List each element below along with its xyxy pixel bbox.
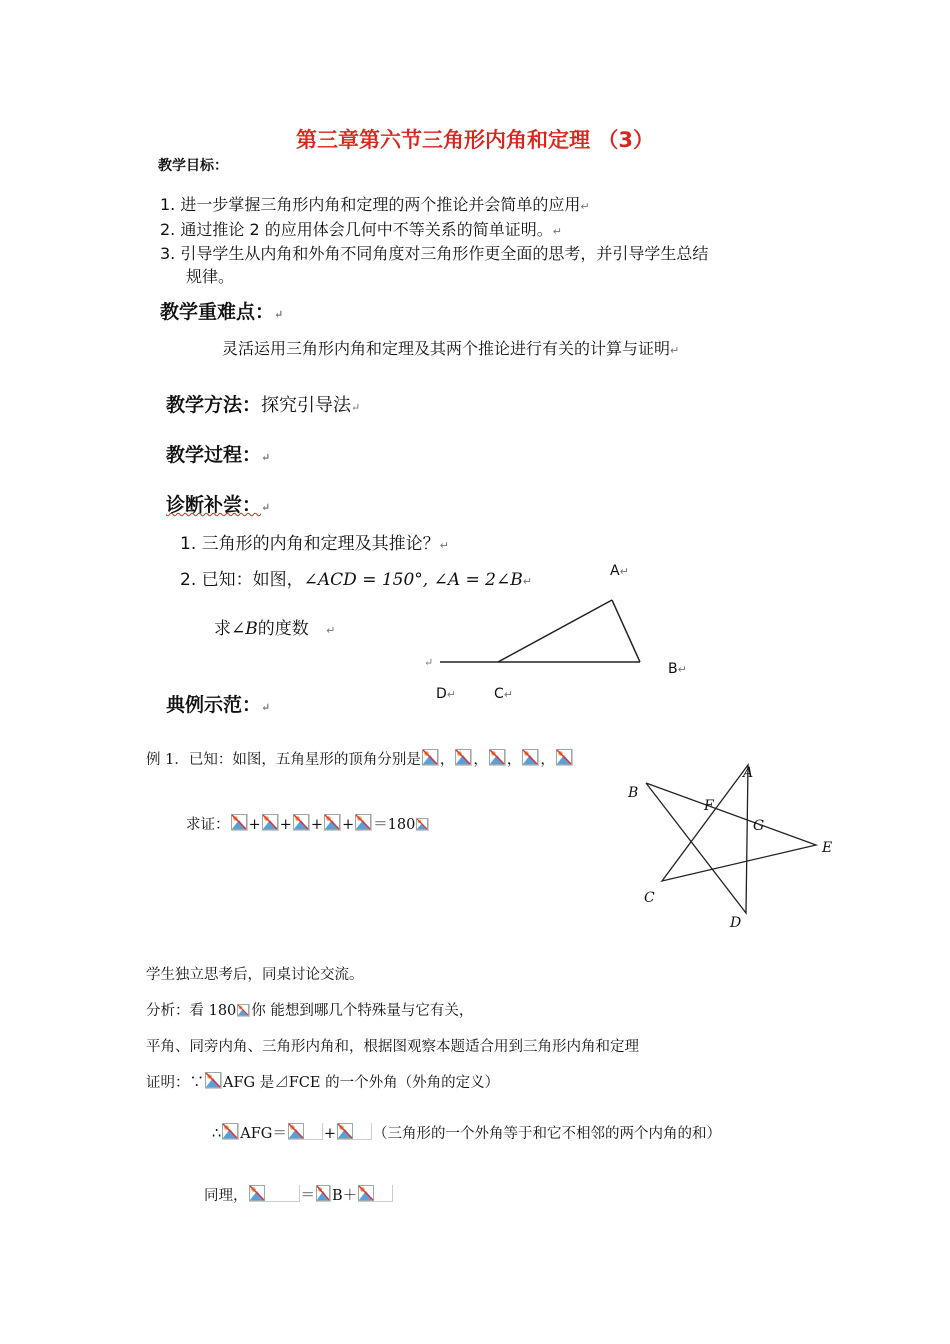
- paragraph-mark: ↵: [261, 501, 271, 514]
- broken-image-icon: [337, 1123, 372, 1140]
- process-heading: 教学过程：↵: [166, 444, 271, 466]
- star-label-d: D: [730, 915, 742, 931]
- proof-line: 证明：∵ AFG 是⊿FCE 的一个外角（外角的定义）: [146, 1071, 499, 1092]
- prove-statement: 求证： + + + + ＝180: [186, 813, 430, 834]
- star-label-e: E: [822, 840, 833, 856]
- star-label-c: C: [644, 890, 655, 906]
- paragraph-mark: ↵: [670, 344, 680, 357]
- star-label-f: F: [704, 798, 714, 814]
- goal-item-3: [160, 241, 708, 264]
- broken-image-icon: [231, 814, 248, 831]
- broken-image-icon: [316, 1185, 331, 1202]
- broken-image-icon: [262, 814, 279, 831]
- goal-item-3-continued: 规律。: [186, 267, 235, 286]
- broken-image-icon: [355, 814, 372, 831]
- method-text: 探究引导法: [261, 395, 352, 416]
- broken-image-icon: [205, 1072, 222, 1089]
- broken-image-icon: [358, 1185, 393, 1202]
- paragraph-mark: ↵: [261, 451, 271, 464]
- star-label-b: B: [628, 785, 639, 801]
- paragraph-mark: ↵: [439, 539, 449, 552]
- vertex-label-a: A↵: [610, 563, 629, 579]
- paragraph-mark: ↵: [424, 656, 434, 669]
- similarly-line: 同理， ＝ B＋: [204, 1184, 394, 1205]
- paragraph-mark: ↵: [274, 308, 284, 321]
- broken-image-icon: [522, 749, 539, 766]
- discussion-text: 学生独立思考后，同桌讨论交流。: [146, 967, 364, 983]
- broken-image-icon: [455, 749, 472, 766]
- broken-image-icon: [324, 814, 341, 831]
- broken-image-icon: [293, 814, 310, 831]
- paragraph-mark: ↵: [326, 624, 336, 637]
- goal-item-2: [160, 217, 562, 240]
- analysis-line-2: 平角、同旁内角、三角形内角和，根据图观察本题适合用到三角形内角和定理: [146, 1039, 639, 1055]
- paragraph-mark: ↵: [552, 225, 562, 238]
- goal-item-1: [160, 192, 590, 215]
- goals-heading: 教学目标：: [158, 158, 228, 174]
- goal-text: 通过推论 2 的应用体会几何中不等关系的简单证明。: [180, 220, 553, 239]
- vertex-label-b: B↵: [668, 661, 687, 677]
- vertex-label-d: D↵: [436, 686, 456, 702]
- star-label-g: G: [753, 818, 765, 834]
- star-label-a: A: [743, 765, 754, 781]
- broken-image-icon: [422, 749, 439, 766]
- broken-image-icon: [489, 749, 506, 766]
- broken-image-icon: [249, 1185, 300, 1202]
- goal-number: 3.: [160, 244, 176, 263]
- goal-text: 引导学生从内角和外角不同角度对三角形作更全面的思考，并引导学生总结: [180, 244, 709, 263]
- review-question: 求∠B的度数 ↵: [214, 619, 336, 639]
- review-item-1: 1. 三角形的内角和定理及其推论？↵: [180, 534, 449, 554]
- goal-number: 1.: [160, 195, 176, 214]
- given-angles: ∠ACD = 150°, ∠A = 2∠B: [303, 570, 523, 590]
- key-points-text: 灵活运用三角形内角和定理及其两个推论进行有关的计算与证明↵: [222, 339, 680, 358]
- analysis-line-1: 分析：看 180 你 能想到哪几个特殊量与它有关，: [146, 1003, 474, 1019]
- example-1-statement: 例 1．已知：如图，五角星形的顶角分别是 ， ， ， ，: [146, 748, 574, 769]
- paragraph-mark: ↵: [261, 701, 271, 714]
- broken-image-icon: [416, 818, 429, 831]
- paragraph-mark: ↵: [351, 401, 361, 414]
- broken-image-icon: [556, 749, 573, 766]
- paragraph-mark: ↵: [522, 575, 532, 588]
- broken-image-icon: [288, 1123, 323, 1140]
- broken-image-icon: [237, 1004, 250, 1017]
- goal-text: 进一步掌握三角形内角和定理的两个推论并会简单的应用: [180, 195, 581, 214]
- key-points-heading: 教学重难点：↵: [160, 301, 284, 323]
- vertex-label-c: C↵: [494, 686, 513, 702]
- method-line: [166, 390, 360, 417]
- method-heading: 教学方法：: [166, 394, 262, 416]
- triangle-figure: [420, 590, 690, 680]
- broken-image-icon: [222, 1123, 239, 1140]
- paragraph-mark: ↵: [580, 200, 590, 213]
- side-ca: [498, 600, 612, 662]
- therefore-line: ∴ AFG＝ + （三角形的一个外角等于和它不相邻的两个内角的和）: [212, 1122, 721, 1143]
- goal-number: 2.: [160, 220, 176, 239]
- side-ab: [612, 600, 640, 662]
- review-heading: 诊断补尝：↵: [166, 494, 271, 516]
- examples-heading: 典例示范：↵: [166, 694, 271, 716]
- star-outline: [646, 765, 816, 913]
- page-title: 第三章第六节三角形内角和定理 （3）: [296, 128, 654, 152]
- review-item-2: 2. 已知：如图，∠ACD = 150°, ∠A = 2∠B↵: [180, 570, 532, 590]
